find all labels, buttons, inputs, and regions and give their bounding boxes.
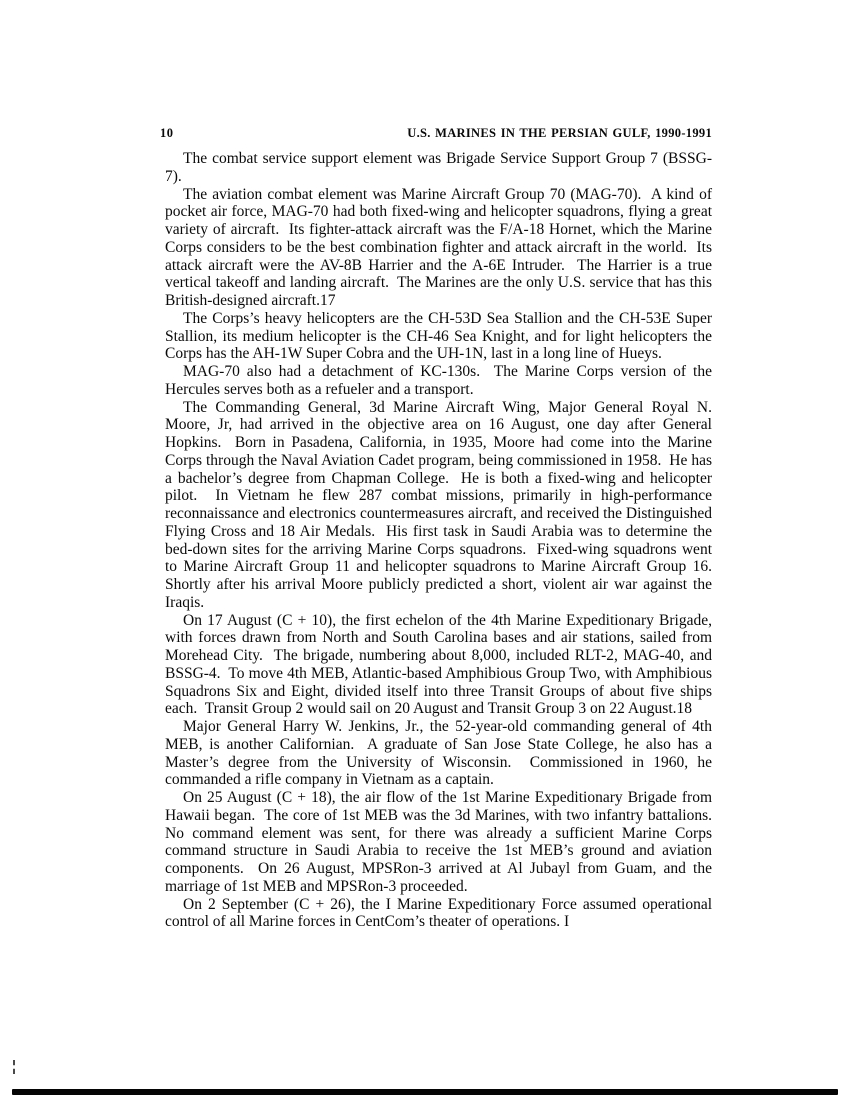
paragraph-1: The combat service support element was Brigade Service Support Group 7 (BSSG-7).	[165, 150, 712, 185]
body-text	[165, 150, 720, 931]
paragraph-8: On 25 August (C + 18), the air flow of the 1st Marine Expeditionary Brigade from Hawaii began. The core of 1st MEB was the 3d Marines, with two infantry battalions. No command element was sent, for there was already a sufficient Marine Corps command structure in Saudi Arabia to receive the 1st MEB’s ground and aviation components. On 26 August, MPSRon-3 arrived at Al Jubayl from Guam, and the marriage of 1st MEB and MPSRon-3 proceeded.	[165, 789, 720, 895]
paragraph-6: On 17 August (C + 10), the first echelon of the 4th Marine Expeditionary Brigade, with forces drawn from North and South Carolina bases and air stations, sailed from Morehead City. The brigade, numbering about 8,000, included RLT-2, MAG-40, and BSSG-4. To move 4th MEB, Atlantic-based Amphibious Group Two, with Amphibious Squadrons Six and Eight, divided itself into three Transit Groups of about five ships each. Transit Group 2 would sail on 20 August and Transit Group 3 on 22 August.18	[165, 611, 716, 718]
paragraph-7: Major General Harry W. Jenkins, Jr., the 52-year-old commanding general of 4th MEB, is another Californian. A graduate of San Jose State College, he also has a Master’s degree from the University of Wisconsin. Commissioned in 1960, he commanded a rifle company in Vietnam as a captain.	[165, 718, 716, 789]
running-header-title: U.S. MARINES IN THE PERSIAN GULF, 1990-1991	[407, 126, 712, 140]
paragraph-4: MAG-70 also had a detachment of KC-130s. The Marine Corps version of the Hercules serves both as a refueler and a transport.	[165, 363, 716, 398]
paragraph-2: The aviation combat element was Marine Aircraft Group 70 (MAG-70). A kind of pocket air force, MAG-70 had both fixed-wing and helicopter squadrons, flying a great variety of aircraft. Its fighter-attack aircraft was the F/A-18 Hornet, which the Marine Corps considers to be the best combination fighter and attack aircraft in the world. Its attack aircraft were the AV-8B Harrier and the A-6E Intruder. The Harrier is a true vertical takeoff and landing aircraft. The Marines are the only U.S. service that has this British-designed aircraft.17	[165, 185, 716, 309]
running-header	[160, 126, 712, 140]
page-bottom-scan-rule	[12, 1089, 838, 1095]
scan-artifact-mark	[13, 1060, 15, 1074]
paragraph-9: On 2 September (C + 26), the I Marine Expeditionary Force assumed operational control of all Marine forces in CentCom’s theater of operations. I	[165, 895, 716, 931]
paragraph-3: The Corps’s heavy helicopters are the CH-53D Sea Stallion and the CH-53E Super Stallion, its medium helicopter is the CH-46 Sea Knight, and for light helicopters the Corps has the AH-1W Super Cobra and the UH-1N, last in a long line of Hueys.	[165, 309, 716, 363]
paragraph-5: The Commanding General, 3d Marine Aircraft Wing, Major General Royal N. Moore, Jr, had arrived in the objective area on 16 August, one day after General Hopkins. Born in Pasadena, California, in 1935, Moore had come into the Marine Corps through the Naval Aviation Cadet program, being commissioned in 1958. He has a bachelor’s degree from Chapman College. He is both a fixed-wing and helicopter pilot. In Vietnam he flew 287 combat missions, primarily in high-performance reconnaissance and electronics countermeasures aircraft, and received the Distinguished Flying Cross and 18 Air Medals. His first task in Saudi Arabia was to determine the bed-down sites for the arriving Marine Corps squadrons. Fixed-wing squadrons went to Marine Aircraft Group 11 and helicopter squadrons to Marine Aircraft Group 16. Shortly after his arrival Moore publicly predicted a short, violent air war against the Iraqis.	[165, 398, 720, 611]
page-number: 10	[160, 126, 174, 140]
